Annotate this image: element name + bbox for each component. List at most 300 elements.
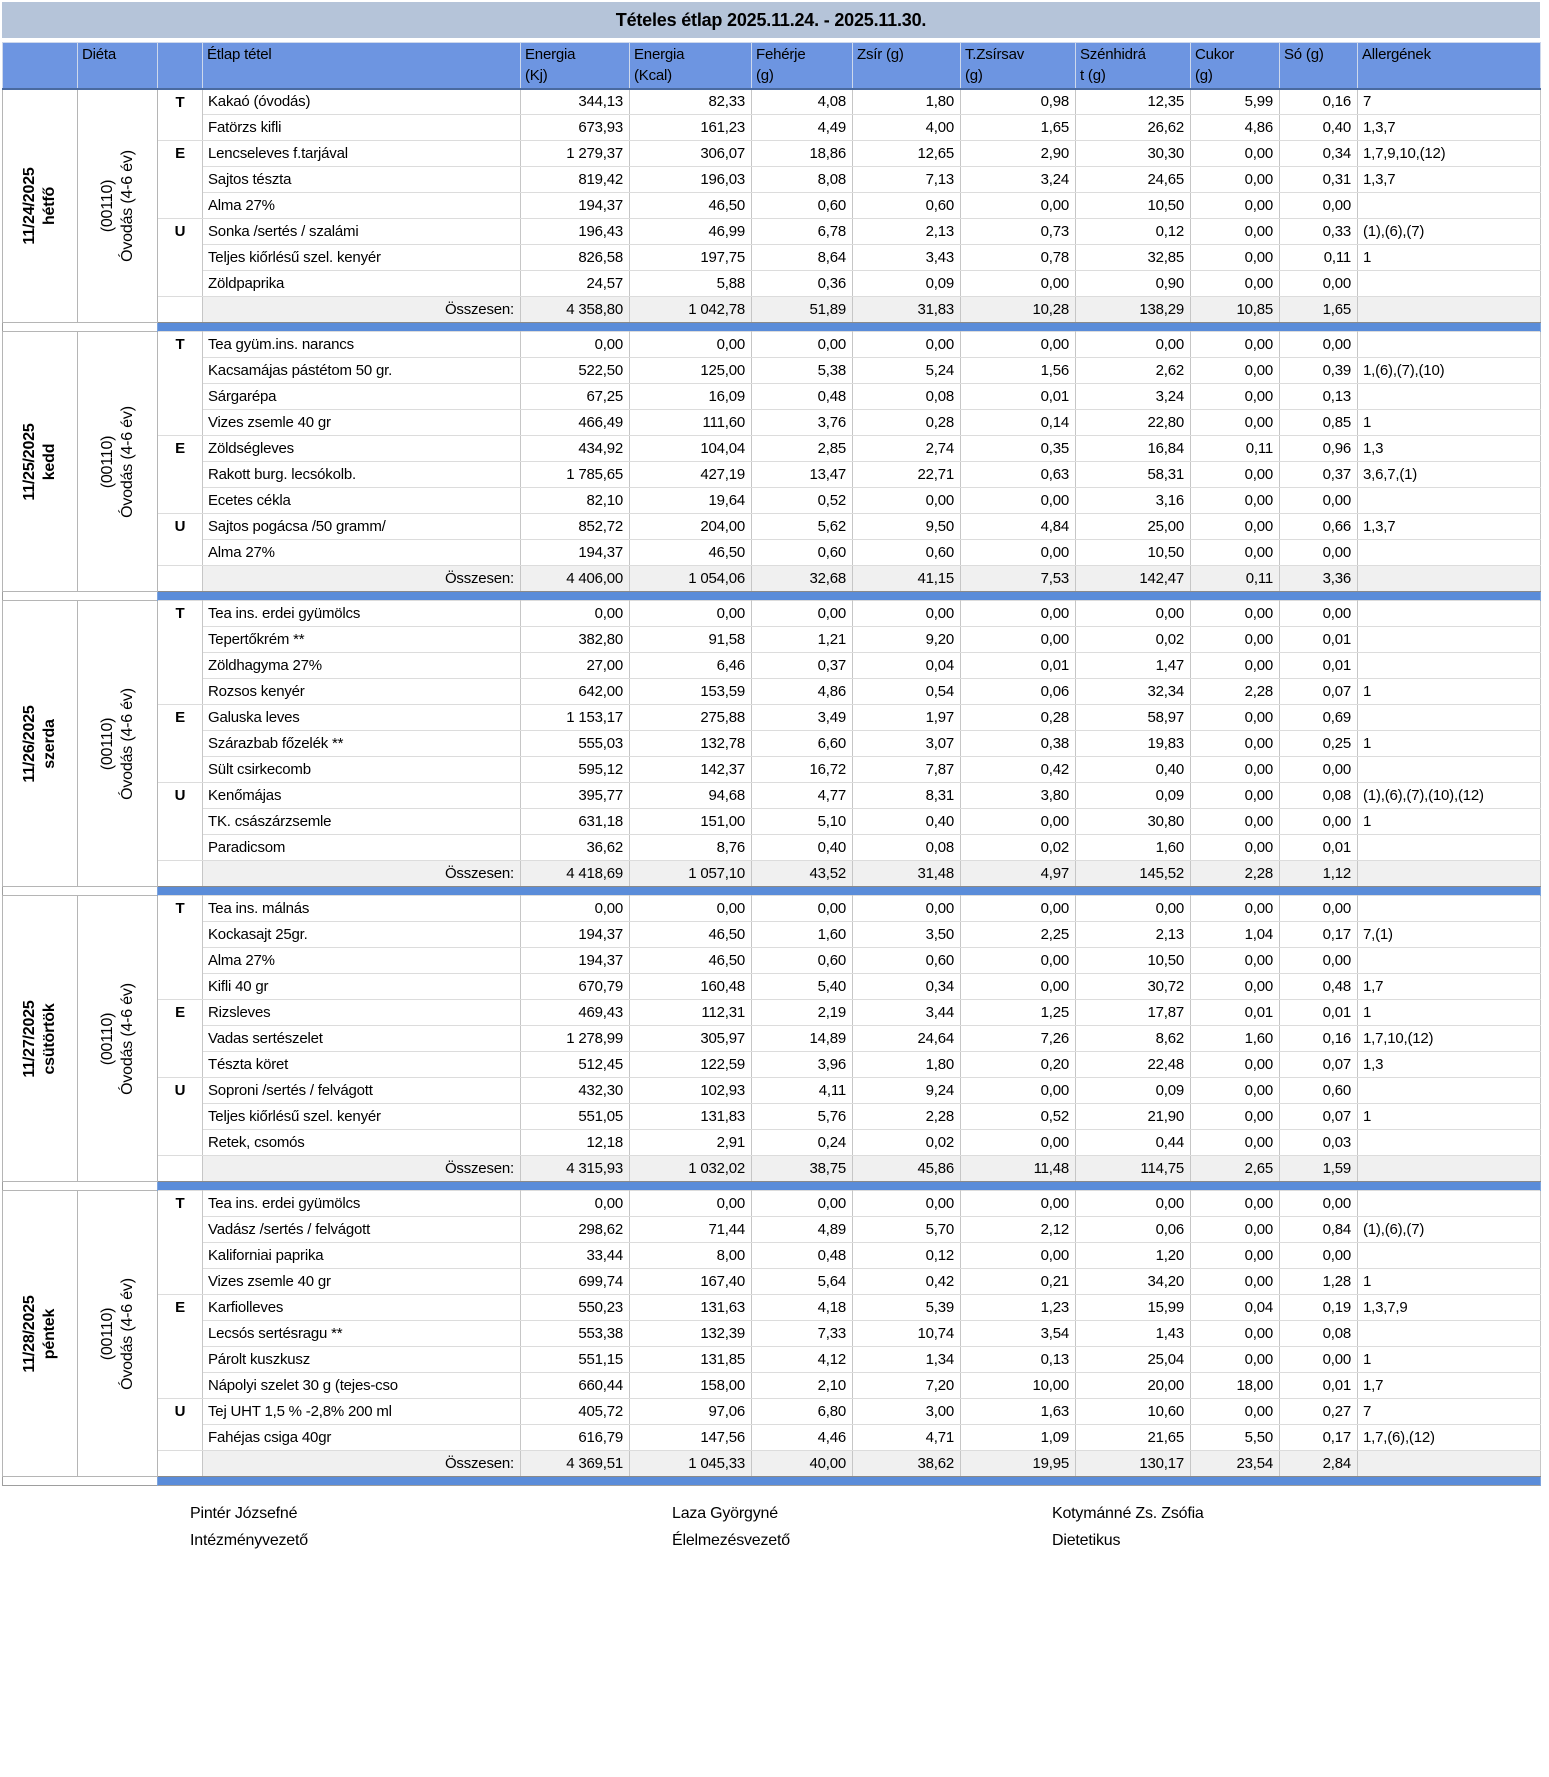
nutrient-value: 0,00 <box>1076 896 1191 922</box>
nutrient-value: 0,01 <box>1280 653 1358 679</box>
nutrient-value: 0,42 <box>853 1269 961 1295</box>
diet-cell <box>78 601 158 887</box>
meal-letter-cell: E <box>158 1295 203 1399</box>
nutrient-value: 16,72 <box>752 757 853 783</box>
nutrient-value: 5,50 <box>1191 1425 1280 1451</box>
menu-row <box>3 679 1541 705</box>
nutrient-value: 14,89 <box>752 1026 853 1052</box>
nutrient-value: 0,00 <box>1076 332 1191 358</box>
meal-letter-cell: E <box>158 436 203 514</box>
nutrient-value: 0,90 <box>1076 271 1191 297</box>
total-value: 1,59 <box>1280 1156 1358 1182</box>
menu-row <box>3 193 1541 219</box>
nutrient-value: 0,00 <box>1191 783 1280 809</box>
separator-band <box>158 1182 1541 1191</box>
menu-row <box>3 115 1541 141</box>
nutrient-value: 0,00 <box>961 271 1076 297</box>
nutrient-value: 0,00 <box>630 1191 752 1217</box>
nutrient-value: 0,00 <box>961 1078 1076 1104</box>
allergen-list <box>1358 653 1541 679</box>
day-total-row <box>3 297 1541 323</box>
nutrient-value: 10,00 <box>961 1373 1076 1399</box>
day-date-rotated <box>20 1000 60 1077</box>
meal-letter-cell: E <box>158 1000 203 1078</box>
nutrient-value: 0,60 <box>853 193 961 219</box>
signature-right <box>1052 1500 1204 1554</box>
nutrient-value: 0,00 <box>1280 332 1358 358</box>
nutrient-value: 4,86 <box>752 679 853 705</box>
menu-item-name: Tea ins. málnás <box>203 896 521 922</box>
nutrient-value: 0,28 <box>961 705 1076 731</box>
diet-cell <box>78 896 158 1182</box>
header-label: Allergének <box>1362 46 1431 63</box>
nutrient-value: 1,80 <box>853 89 961 115</box>
meal-letter-cell: T <box>158 1191 203 1295</box>
allergen-list: 1,3,7 <box>1358 167 1541 193</box>
nutrient-value: 0,00 <box>1191 705 1280 731</box>
nutrient-value: 7,13 <box>853 167 961 193</box>
nutrient-value: 8,62 <box>1076 1026 1191 1052</box>
nutrient-value: 0,01 <box>961 653 1076 679</box>
nutrient-value: 0,69 <box>1280 705 1358 731</box>
header-label: Energia <box>525 46 576 63</box>
nutrient-value: 4,89 <box>752 1217 853 1243</box>
nutrient-value: 46,99 <box>630 219 752 245</box>
nutrient-value: 9,20 <box>853 627 961 653</box>
nutrient-value: 1,09 <box>961 1425 1076 1451</box>
menu-item-name: Paradicsom <box>203 835 521 861</box>
nutrient-value: 131,83 <box>630 1104 752 1130</box>
total-value: 19,95 <box>961 1451 1076 1477</box>
nutrient-value: 27,00 <box>521 653 630 679</box>
allergen-list: 1,7,(6),(12) <box>1358 1425 1541 1451</box>
nutrient-value: 0,00 <box>1191 1130 1280 1156</box>
nutrient-value: 555,03 <box>521 731 630 757</box>
menu-row <box>3 358 1541 384</box>
nutrient-value: 1,60 <box>752 922 853 948</box>
nutrient-value: 2,10 <box>752 1373 853 1399</box>
nutrient-value: 0,00 <box>1191 488 1280 514</box>
separator-left-spacer <box>78 592 158 601</box>
nutrient-value: 0,52 <box>752 488 853 514</box>
day-separator <box>3 592 1541 601</box>
day-date-cell <box>3 601 78 887</box>
nutrient-value: 0,00 <box>1191 757 1280 783</box>
total-value: 1,12 <box>1280 861 1358 887</box>
nutrient-value: 131,85 <box>630 1347 752 1373</box>
header-salt <box>1280 43 1358 89</box>
nutrient-value: 0,42 <box>961 757 1076 783</box>
nutrient-value: 2,74 <box>853 436 961 462</box>
nutrient-value: 0,09 <box>853 271 961 297</box>
header-label: t (g) <box>1080 67 1106 84</box>
nutrient-value: 642,00 <box>521 679 630 705</box>
menu-item-name: Alma 27% <box>203 540 521 566</box>
nutrient-value: 13,47 <box>752 462 853 488</box>
nutrient-value: 5,39 <box>853 1295 961 1321</box>
separator-left-spacer <box>3 323 78 332</box>
allergen-list <box>1358 601 1541 627</box>
total-value: 4 418,69 <box>521 861 630 887</box>
menu-row <box>3 922 1541 948</box>
nutrient-value: 9,24 <box>853 1078 961 1104</box>
allergen-list: 1,7 <box>1358 1373 1541 1399</box>
nutrient-value: 0,00 <box>521 896 630 922</box>
nutrient-value: 1 153,17 <box>521 705 630 731</box>
nutrient-value: 405,72 <box>521 1399 630 1425</box>
nutrient-value: 8,64 <box>752 245 853 271</box>
nutrient-value: 0,00 <box>853 332 961 358</box>
menu-item-name: Tej UHT 1,5 % -2,8% 200 ml <box>203 1399 521 1425</box>
nutrient-value: 0,48 <box>752 1243 853 1269</box>
menu-row <box>3 1104 1541 1130</box>
menu-item-name: Sajtos pogácsa /50 gramm/ <box>203 514 521 540</box>
allergen-list <box>1358 1243 1541 1269</box>
separator-left-spacer <box>3 1182 78 1191</box>
nutrient-value: 0,00 <box>1191 332 1280 358</box>
meal-letter-cell: U <box>158 1399 203 1451</box>
menu-item-name: Kaliforniai paprika <box>203 1243 521 1269</box>
menu-item-name: Kakaó (óvodás) <box>203 89 521 115</box>
nutrient-value: 24,65 <box>1076 167 1191 193</box>
day-date: 11/28/2025 <box>21 1294 38 1373</box>
nutrient-value: 19,83 <box>1076 731 1191 757</box>
nutrient-value: 32,34 <box>1076 679 1191 705</box>
menu-item-name: Párolt kuszkusz <box>203 1347 521 1373</box>
nutrient-value: 0,02 <box>961 835 1076 861</box>
total-allergen-spacer <box>1358 297 1541 323</box>
total-value: 138,29 <box>1076 297 1191 323</box>
menu-row <box>3 1399 1541 1425</box>
nutrient-value: 0,00 <box>1191 731 1280 757</box>
nutrient-value: 0,00 <box>961 809 1076 835</box>
allergen-list: 1 <box>1358 410 1541 436</box>
total-value: 4 369,51 <box>521 1451 630 1477</box>
nutrient-value: 1,65 <box>961 115 1076 141</box>
nutrient-value: 1,20 <box>1076 1243 1191 1269</box>
header-label: (g) <box>965 67 983 84</box>
nutrient-value: 344,13 <box>521 89 630 115</box>
nutrient-value: 132,78 <box>630 731 752 757</box>
nutrient-value: 0,07 <box>1280 679 1358 705</box>
nutrient-value: 0,00 <box>1191 540 1280 566</box>
day-date: 11/24/2025 <box>21 167 38 245</box>
separator-band <box>158 1477 1541 1486</box>
nutrient-value: 8,00 <box>630 1243 752 1269</box>
day-total-row <box>3 1156 1541 1182</box>
nutrient-value: 0,00 <box>1191 1191 1280 1217</box>
nutrient-value: 160,48 <box>630 974 752 1000</box>
nutrient-value: 0,63 <box>961 462 1076 488</box>
nutrient-value: 3,00 <box>853 1399 961 1425</box>
signature-name: Laza Györgyné <box>672 1505 778 1522</box>
menu-item-name: Rozsos kenyér <box>203 679 521 705</box>
nutrient-value: 852,72 <box>521 514 630 540</box>
nutrient-value: 699,74 <box>521 1269 630 1295</box>
nutrient-value: 0,04 <box>1191 1295 1280 1321</box>
nutrient-value: 97,06 <box>630 1399 752 1425</box>
nutrient-value: 819,42 <box>521 167 630 193</box>
nutrient-value: 0,96 <box>1280 436 1358 462</box>
nutrient-value: 125,00 <box>630 358 752 384</box>
nutrient-value: 30,72 <box>1076 974 1191 1000</box>
nutrient-value: 0,48 <box>752 384 853 410</box>
total-value: 40,00 <box>752 1451 853 1477</box>
day-separator <box>3 1477 1541 1486</box>
header-meal-spacer <box>158 43 203 89</box>
nutrient-value: 21,65 <box>1076 1425 1191 1451</box>
nutrient-value: 4,49 <box>752 115 853 141</box>
nutrient-value: 432,30 <box>521 1078 630 1104</box>
nutrient-value: 0,00 <box>1191 948 1280 974</box>
nutrient-value: 167,40 <box>630 1269 752 1295</box>
nutrient-value: 4,71 <box>853 1425 961 1451</box>
nutrient-value: 8,76 <box>630 835 752 861</box>
menu-item-name: Nápolyi szelet 30 g (tejes-cso <box>203 1373 521 1399</box>
header-allergens <box>1358 43 1541 89</box>
menu-row <box>3 410 1541 436</box>
allergen-list: 1 <box>1358 1347 1541 1373</box>
nutrient-value: 0,60 <box>752 948 853 974</box>
nutrient-value: 0,08 <box>853 384 961 410</box>
menu-row <box>3 245 1541 271</box>
nutrient-value: 2,13 <box>853 219 961 245</box>
separator-left-spacer <box>78 323 158 332</box>
nutrient-value: 0,54 <box>853 679 961 705</box>
nutrient-value: 151,00 <box>630 809 752 835</box>
nutrient-value: 0,00 <box>1191 1347 1280 1373</box>
total-value: 7,53 <box>961 566 1076 592</box>
menu-row <box>3 809 1541 835</box>
nutrient-value: 0,31 <box>1280 167 1358 193</box>
nutrient-value: 0,84 <box>1280 1217 1358 1243</box>
diet-code: (00110) <box>98 1012 116 1065</box>
nutrient-value: 0,00 <box>1191 410 1280 436</box>
nutrient-value: 2,91 <box>630 1130 752 1156</box>
nutrient-value: 434,92 <box>521 436 630 462</box>
total-value: 31,83 <box>853 297 961 323</box>
menu-row <box>3 1269 1541 1295</box>
menu-row <box>3 948 1541 974</box>
nutrient-value: 0,12 <box>853 1243 961 1269</box>
nutrient-value: 0,00 <box>1191 219 1280 245</box>
nutrient-value: 0,00 <box>1280 948 1358 974</box>
meal-letter-cell: U <box>158 1078 203 1156</box>
nutrient-value: 2,13 <box>1076 922 1191 948</box>
nutrient-value: 0,00 <box>961 896 1076 922</box>
header-label: Szénhidrá <box>1080 46 1146 63</box>
day-date-rotated <box>20 167 60 244</box>
day-name: péntek <box>41 1308 58 1359</box>
nutrient-value: 0,01 <box>1280 627 1358 653</box>
header-date-spacer <box>3 43 78 89</box>
nutrient-value: 0,34 <box>853 974 961 1000</box>
nutrient-value: 660,44 <box>521 1373 630 1399</box>
diet-code: (00110) <box>98 1307 116 1360</box>
menu-item-name: Sült csirkecomb <box>203 757 521 783</box>
header-label: (Kcal) <box>634 67 672 84</box>
nutrient-value: 4,11 <box>752 1078 853 1104</box>
total-value: 1,65 <box>1280 297 1358 323</box>
nutrient-value: 826,58 <box>521 245 630 271</box>
allergen-list <box>1358 193 1541 219</box>
nutrient-value: 0,00 <box>752 601 853 627</box>
menu-row <box>3 462 1541 488</box>
total-value: 10,28 <box>961 297 1076 323</box>
menu-item-name: Zöldségleves <box>203 436 521 462</box>
nutrient-value: 6,60 <box>752 731 853 757</box>
total-value: 1 032,02 <box>630 1156 752 1182</box>
nutrient-value: 0,14 <box>961 410 1076 436</box>
total-value: 38,75 <box>752 1156 853 1182</box>
menu-item-name: Vizes zsemle 40 gr <box>203 410 521 436</box>
total-value: 32,68 <box>752 566 853 592</box>
nutrient-value: 4,86 <box>1191 115 1280 141</box>
menu-item-name: Lencseleves f.tarjával <box>203 141 521 167</box>
nutrient-value: 0,09 <box>1076 1078 1191 1104</box>
total-spacer <box>158 861 203 887</box>
nutrient-value: 3,24 <box>1076 384 1191 410</box>
nutrient-value: 0,00 <box>1191 653 1280 679</box>
nutrient-value: 196,43 <box>521 219 630 245</box>
nutrient-value: 0,73 <box>961 219 1076 245</box>
nutrient-value: 5,64 <box>752 1269 853 1295</box>
nutrient-value: 0,40 <box>752 835 853 861</box>
allergen-list <box>1358 835 1541 861</box>
table-header <box>3 43 1541 89</box>
nutrient-value: 9,50 <box>853 514 961 540</box>
nutrient-value: 0,07 <box>1280 1104 1358 1130</box>
day-total-row <box>3 861 1541 887</box>
menu-row <box>3 1191 1541 1217</box>
allergen-list <box>1358 1130 1541 1156</box>
nutrient-value: 0,00 <box>853 488 961 514</box>
menu-row <box>3 1078 1541 1104</box>
nutrient-value: 0,78 <box>961 245 1076 271</box>
total-value: 51,89 <box>752 297 853 323</box>
menu-item-name: Tea ins. erdei gyümölcs <box>203 1191 521 1217</box>
nutrient-value: 5,76 <box>752 1104 853 1130</box>
nutrient-value: 616,79 <box>521 1425 630 1451</box>
total-value: 4 406,00 <box>521 566 630 592</box>
total-allergen-spacer <box>1358 1451 1541 1477</box>
nutrient-value: 1,80 <box>853 1052 961 1078</box>
nutrient-value: 5,88 <box>630 271 752 297</box>
allergen-list <box>1358 627 1541 653</box>
nutrient-value: 1,23 <box>961 1295 1076 1321</box>
nutrient-value: 58,97 <box>1076 705 1191 731</box>
nutrient-value: 0,00 <box>1191 141 1280 167</box>
nutrient-value: 0,00 <box>1191 1321 1280 1347</box>
nutrient-value: 0,00 <box>961 332 1076 358</box>
nutrient-value: 19,64 <box>630 488 752 514</box>
nutrient-value: 1,47 <box>1076 653 1191 679</box>
nutrient-value: 0,06 <box>961 679 1076 705</box>
day-date: 11/25/2025 <box>21 422 38 501</box>
menu-row <box>3 219 1541 245</box>
nutrient-value: 551,15 <box>521 1347 630 1373</box>
nutrient-value: 469,43 <box>521 1000 630 1026</box>
nutrient-value: 0,13 <box>1280 384 1358 410</box>
diet-rotated <box>98 983 138 1095</box>
allergen-list <box>1358 1321 1541 1347</box>
diet-name: Óvodás (4-6 év) <box>118 687 136 800</box>
nutrient-value: 0,00 <box>961 1243 1076 1269</box>
menu-row <box>3 1347 1541 1373</box>
day-name: hétfő <box>41 186 58 225</box>
total-value: 4 358,80 <box>521 297 630 323</box>
nutrient-value: 0,04 <box>853 653 961 679</box>
nutrient-value: 0,08 <box>853 835 961 861</box>
allergen-list: 1 <box>1358 1000 1541 1026</box>
allergen-list <box>1358 896 1541 922</box>
nutrient-value: 82,33 <box>630 89 752 115</box>
header-label: Energia <box>634 46 685 63</box>
nutrient-value: 0,00 <box>630 896 752 922</box>
nutrient-value: 10,74 <box>853 1321 961 1347</box>
menu-item-name: Zöldpaprika <box>203 271 521 297</box>
nutrient-value: 382,80 <box>521 627 630 653</box>
nutrient-value: 0,00 <box>1191 462 1280 488</box>
total-label: Összesen: <box>203 1451 521 1477</box>
nutrient-value: 1,60 <box>1191 1026 1280 1052</box>
nutrient-value: 82,10 <box>521 488 630 514</box>
menu-item-name: Rakott burg. lecsókolb. <box>203 462 521 488</box>
nutrient-value: 0,40 <box>1280 115 1358 141</box>
nutrient-value: 0,00 <box>1280 809 1358 835</box>
nutrient-value: 0,40 <box>853 809 961 835</box>
nutrient-value: 0,08 <box>1280 1321 1358 1347</box>
nutrient-value: 0,00 <box>630 601 752 627</box>
nutrient-value: 32,85 <box>1076 245 1191 271</box>
total-spacer <box>158 1451 203 1477</box>
allergen-list <box>1358 705 1541 731</box>
day-separator <box>3 1182 1541 1191</box>
menu-row <box>3 731 1541 757</box>
header-item <box>203 43 521 89</box>
total-value: 10,85 <box>1191 297 1280 323</box>
menu-item-name: Soproni /sertés / felvágott <box>203 1078 521 1104</box>
nutrient-value: 395,77 <box>521 783 630 809</box>
nutrient-value: 0,00 <box>1191 974 1280 1000</box>
nutrient-value: 104,04 <box>630 436 752 462</box>
nutrient-value: 5,70 <box>853 1217 961 1243</box>
nutrient-value: 142,37 <box>630 757 752 783</box>
header-label: T.Zsírsav <box>965 46 1025 63</box>
nutrient-value: 0,00 <box>1191 1269 1280 1295</box>
total-label: Összesen: <box>203 861 521 887</box>
header-label: (Kj) <box>525 67 548 84</box>
allergen-list: 1,7,10,(12) <box>1358 1026 1541 1052</box>
nutrient-value: 0,33 <box>1280 219 1358 245</box>
nutrient-value: 0,37 <box>1280 462 1358 488</box>
menu-row <box>3 332 1541 358</box>
nutrient-value: 3,76 <box>752 410 853 436</box>
total-value: 130,17 <box>1076 1451 1191 1477</box>
nutrient-value: 0,00 <box>1191 627 1280 653</box>
nutrient-value: 22,71 <box>853 462 961 488</box>
nutrient-value: 0,00 <box>1280 1347 1358 1373</box>
nutrient-value: 91,58 <box>630 627 752 653</box>
menu-item-name: Kockasajt 25gr. <box>203 922 521 948</box>
nutrient-value: 0,28 <box>853 410 961 436</box>
nutrient-value: 0,00 <box>853 896 961 922</box>
signature-name: Kotymánné Zs. Zsófia <box>1052 1505 1204 1522</box>
nutrient-value: 3,44 <box>853 1000 961 1026</box>
nutrient-value: 0,00 <box>1191 193 1280 219</box>
nutrient-value: 0,00 <box>752 896 853 922</box>
menu-item-name: Tea gyüm.ins. narancs <box>203 332 521 358</box>
